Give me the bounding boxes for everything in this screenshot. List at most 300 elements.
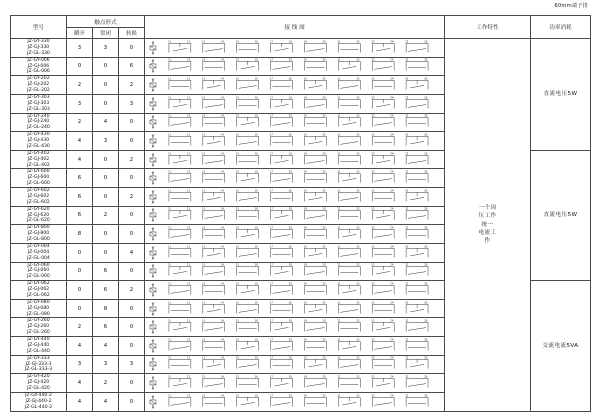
contact-count-3: 0	[119, 132, 145, 151]
svg-text:14: 14	[220, 40, 225, 44]
svg-text:25: 25	[405, 226, 409, 230]
header-sub-transfer: 转换	[119, 28, 145, 39]
header-power: 功率消耗	[531, 16, 591, 39]
svg-text:18: 18	[288, 375, 292, 379]
svg-text:25: 25	[405, 263, 409, 267]
model-name: JZ-GJ-440	[27, 342, 50, 348]
svg-text:22: 22	[356, 114, 360, 118]
model-name: JZ-GJ-600	[27, 175, 50, 181]
svg-text:19: 19	[303, 319, 307, 323]
svg-text:24: 24	[390, 77, 394, 81]
svg-text:20: 20	[322, 263, 326, 267]
svg-text:13: 13	[201, 170, 206, 174]
svg-text:12: 12	[186, 319, 191, 323]
contact-count-3: 0	[119, 318, 145, 337]
svg-text:25: 25	[405, 133, 409, 137]
svg-text:20: 20	[322, 282, 326, 286]
svg-text:17: 17	[269, 133, 273, 137]
contact-count-2: 0	[93, 94, 119, 113]
contact-count-2: 2	[93, 206, 119, 225]
model-name: JZ-GL-260	[27, 330, 50, 336]
model-name: JZ-GY-240	[27, 113, 50, 119]
svg-text:24: 24	[390, 40, 394, 44]
svg-text:17: 17	[269, 394, 273, 398]
contact-count-1: 2	[67, 76, 93, 95]
svg-text:13: 13	[201, 96, 206, 100]
contact-count-3: 0	[119, 299, 145, 318]
svg-text:24: 24	[390, 96, 394, 100]
header-sub-closed: 常闭	[93, 28, 119, 39]
svg-text:18: 18	[288, 114, 292, 118]
svg-text:21: 21	[337, 40, 341, 44]
wiring-diagram	[145, 243, 445, 262]
svg-text:12: 12	[186, 40, 191, 44]
svg-text:11: 11	[167, 96, 172, 100]
svg-text:26: 26	[424, 338, 428, 342]
svg-text:16: 16	[254, 226, 258, 230]
svg-text:23: 23	[371, 208, 375, 212]
contact-count-1: 0	[67, 243, 93, 262]
svg-text:24: 24	[390, 189, 394, 193]
svg-text:25: 25	[405, 319, 409, 323]
header-model: 型号	[11, 16, 67, 39]
svg-text:16: 16	[254, 96, 258, 100]
wiring-diagram	[145, 150, 445, 169]
svg-text:21: 21	[337, 170, 341, 174]
model-cell	[11, 188, 67, 207]
svg-text:16: 16	[254, 282, 258, 286]
svg-text:14: 14	[220, 263, 225, 267]
svg-text:20: 20	[322, 114, 326, 118]
svg-text:18: 18	[288, 301, 292, 305]
svg-text:19: 19	[303, 263, 307, 267]
svg-text:21: 21	[337, 133, 341, 137]
svg-text:13: 13	[201, 319, 206, 323]
svg-text:22: 22	[356, 263, 360, 267]
svg-text:24: 24	[390, 319, 394, 323]
model-name: JZ-GL-303	[27, 106, 50, 112]
model-name: JZ-GL-006	[27, 69, 50, 75]
svg-text:23: 23	[371, 189, 375, 193]
svg-text:12: 12	[186, 263, 191, 267]
svg-text:19: 19	[303, 152, 307, 156]
svg-text:23: 23	[371, 319, 375, 323]
contact-count-2: 0	[93, 243, 119, 262]
characteristic-line: 电流工	[478, 229, 497, 236]
model-name: JZ-GY-430	[27, 132, 50, 138]
svg-text:19: 19	[303, 338, 307, 342]
header-characteristic: 工作特性	[445, 16, 531, 39]
svg-text:11: 11	[167, 375, 172, 379]
svg-text:25: 25	[405, 189, 409, 193]
svg-text:26: 26	[424, 59, 428, 63]
svg-text:21: 21	[337, 394, 341, 398]
svg-text:17: 17	[269, 226, 273, 230]
contact-count-1: 8	[67, 225, 93, 244]
model-name: JZ-GY-420	[27, 374, 50, 380]
svg-text:24: 24	[390, 357, 394, 361]
wiring-diagram	[145, 318, 445, 337]
svg-text:16: 16	[254, 40, 258, 44]
svg-text:17: 17	[269, 282, 273, 286]
svg-text:25: 25	[405, 245, 409, 249]
contact-count-1: 4	[67, 392, 93, 411]
svg-text:11: 11	[167, 226, 172, 230]
svg-text:15: 15	[235, 338, 239, 342]
svg-text:11: 11	[167, 152, 172, 156]
wiring-diagram	[145, 132, 445, 151]
svg-text:11: 11	[167, 189, 172, 193]
svg-text:19: 19	[303, 96, 307, 100]
svg-text:17: 17	[269, 357, 273, 361]
svg-text:26: 26	[424, 245, 428, 249]
model-name: JZ-GL-440	[27, 348, 50, 354]
svg-text:26: 26	[424, 375, 428, 379]
svg-text:16: 16	[254, 59, 258, 63]
model-cell	[11, 374, 67, 393]
model-name: JZ-GY-260	[27, 318, 50, 324]
svg-text:11: 11	[167, 263, 172, 267]
model-name: JZ-GL-620	[27, 218, 50, 224]
model-name: JZ-GJ-004	[27, 249, 50, 255]
svg-text:24: 24	[390, 301, 394, 305]
corner-label: 60mm端子排	[554, 3, 588, 9]
svg-text:25: 25	[405, 170, 409, 174]
svg-text:14: 14	[220, 152, 225, 156]
svg-text:19: 19	[303, 133, 307, 137]
svg-text:23: 23	[371, 226, 375, 230]
svg-text:15: 15	[235, 375, 239, 379]
svg-text:12: 12	[186, 189, 191, 193]
model-name: JZ-GJ-800	[27, 231, 50, 237]
svg-text:18: 18	[288, 77, 292, 81]
svg-text:17: 17	[269, 77, 273, 81]
model-name: JZ-GL-060	[27, 274, 50, 280]
svg-text:20: 20	[322, 338, 326, 342]
svg-text:18: 18	[288, 59, 292, 63]
wiring-diagram	[145, 337, 445, 356]
svg-text:12: 12	[186, 77, 191, 81]
svg-text:15: 15	[235, 114, 239, 118]
contact-count-1: 3	[67, 39, 93, 58]
contact-count-1: 0	[67, 262, 93, 281]
svg-text:22: 22	[356, 133, 360, 137]
svg-text:18: 18	[288, 170, 292, 174]
model-cell	[11, 39, 67, 58]
contact-count-1: 4	[67, 150, 93, 169]
svg-text:19: 19	[303, 59, 307, 63]
contact-count-2: 6	[93, 318, 119, 337]
svg-text:23: 23	[371, 170, 375, 174]
contact-count-1: 2	[67, 113, 93, 132]
model-name: JZ-GY-062	[27, 281, 50, 287]
svg-text:11: 11	[167, 245, 172, 249]
svg-text:26: 26	[424, 263, 428, 267]
model-name: JZ-GL-202	[27, 88, 50, 93]
svg-text:23: 23	[371, 96, 375, 100]
svg-text:11: 11	[167, 282, 172, 286]
contact-count-3: 2	[119, 188, 145, 207]
model-name: JZ-GL-333-3	[24, 367, 53, 373]
model-name: JZ-GJ-260	[27, 324, 50, 330]
svg-text:17: 17	[269, 40, 273, 44]
svg-text:12: 12	[186, 208, 191, 212]
wiring-diagram	[145, 392, 445, 411]
svg-text:16: 16	[254, 208, 258, 212]
contact-count-1: 2	[67, 318, 93, 337]
model-name: JZ-GL-440-2	[24, 404, 53, 410]
svg-text:20: 20	[322, 189, 326, 193]
svg-text:24: 24	[390, 245, 394, 249]
svg-text:17: 17	[269, 375, 273, 379]
power-consumption-cell: 直流电压5W	[531, 150, 591, 280]
contact-count-3: 3	[119, 94, 145, 113]
characteristic-line: 一个周	[478, 204, 497, 211]
svg-text:25: 25	[405, 338, 409, 342]
svg-text:26: 26	[424, 40, 428, 44]
svg-text:16: 16	[254, 133, 258, 137]
contact-count-2: 0	[93, 169, 119, 188]
svg-text:15: 15	[235, 170, 239, 174]
contact-count-3: 0	[119, 225, 145, 244]
svg-text:22: 22	[356, 170, 360, 174]
svg-text:14: 14	[220, 96, 225, 100]
contact-count-1: 6	[67, 188, 93, 207]
model-name: JZ-GY-080	[27, 299, 50, 305]
svg-text:23: 23	[371, 394, 375, 398]
svg-text:14: 14	[220, 375, 225, 379]
svg-text:24: 24	[390, 152, 394, 156]
svg-text:15: 15	[235, 301, 239, 305]
contact-count-1: 6	[67, 206, 93, 225]
svg-text:21: 21	[337, 77, 341, 81]
svg-text:22: 22	[356, 282, 360, 286]
svg-text:26: 26	[424, 394, 428, 398]
svg-text:20: 20	[322, 152, 326, 156]
svg-text:24: 24	[390, 338, 394, 342]
svg-text:24: 24	[390, 394, 394, 398]
contact-count-2: 0	[93, 150, 119, 169]
svg-text:22: 22	[356, 208, 360, 212]
svg-text:15: 15	[235, 77, 239, 81]
svg-text:17: 17	[269, 263, 273, 267]
svg-text:14: 14	[220, 59, 225, 63]
svg-text:15: 15	[235, 208, 239, 212]
wiring-diagram	[145, 188, 445, 207]
svg-text:24: 24	[390, 282, 394, 286]
contact-count-1: 6	[67, 169, 93, 188]
svg-text:15: 15	[235, 394, 239, 398]
svg-text:22: 22	[356, 189, 360, 193]
svg-text:20: 20	[322, 319, 326, 323]
svg-text:13: 13	[201, 77, 206, 81]
svg-text:18: 18	[288, 357, 292, 361]
characteristic-line: 压工作	[478, 213, 497, 220]
model-name: JZ-GY-602	[27, 188, 50, 193]
model-name: JZ-GL-800	[27, 237, 50, 242]
contact-count-3: 0	[119, 169, 145, 188]
svg-text:17: 17	[269, 114, 273, 118]
model-cell	[11, 318, 67, 337]
svg-text:25: 25	[405, 301, 409, 305]
svg-text:19: 19	[303, 189, 307, 193]
wiring-diagram	[145, 299, 445, 318]
svg-text:13: 13	[201, 301, 206, 305]
svg-text:16: 16	[254, 357, 258, 361]
svg-text:22: 22	[356, 319, 360, 323]
model-name: JZ-GY-600	[27, 169, 50, 175]
svg-text:16: 16	[254, 319, 258, 323]
svg-text:11: 11	[167, 170, 172, 174]
svg-text:12: 12	[186, 301, 191, 305]
contact-count-2: 6	[93, 262, 119, 281]
svg-text:20: 20	[322, 77, 326, 81]
contact-count-1: 3	[67, 355, 93, 374]
svg-text:19: 19	[303, 226, 307, 230]
svg-text:16: 16	[254, 394, 258, 398]
model-name: JZ-GY-060	[27, 262, 50, 268]
contact-count-2: 3	[93, 39, 119, 58]
contact-count-3: 6	[119, 57, 145, 76]
wiring-diagram	[145, 225, 445, 244]
svg-text:11: 11	[167, 208, 172, 212]
svg-text:17: 17	[269, 59, 273, 63]
svg-text:26: 26	[424, 282, 428, 286]
model-name: JZ-GY-330	[27, 39, 50, 44]
svg-text:12: 12	[186, 375, 191, 379]
power-consumption-cell: 交流电流5VA	[531, 281, 591, 411]
model-name: JZ-GJ-062	[27, 287, 50, 292]
contact-count-3: 0	[119, 392, 145, 411]
svg-text:19: 19	[303, 357, 307, 361]
contact-count-2: 4	[93, 113, 119, 132]
svg-text:20: 20	[322, 133, 326, 137]
svg-text:12: 12	[186, 133, 191, 137]
svg-text:12: 12	[186, 394, 191, 398]
svg-text:21: 21	[337, 189, 341, 193]
model-name: JZ-GL-430	[27, 143, 50, 149]
svg-text:21: 21	[337, 282, 341, 286]
svg-text:11: 11	[167, 77, 172, 81]
model-name: JZ-GJ-420	[27, 380, 50, 386]
svg-text:14: 14	[220, 319, 225, 323]
svg-text:21: 21	[337, 338, 341, 342]
svg-text:23: 23	[371, 338, 375, 342]
svg-text:23: 23	[371, 114, 375, 118]
svg-text:17: 17	[269, 152, 273, 156]
svg-text:17: 17	[269, 301, 273, 305]
svg-text:20: 20	[322, 40, 326, 44]
svg-text:13: 13	[201, 357, 206, 361]
svg-text:16: 16	[254, 375, 258, 379]
svg-text:12: 12	[186, 226, 191, 230]
contact-count-2: 4	[93, 392, 119, 411]
svg-text:19: 19	[303, 77, 307, 81]
svg-text:21: 21	[337, 319, 341, 323]
model-name: JZ-GL-080	[27, 311, 50, 317]
svg-text:14: 14	[220, 394, 225, 398]
svg-text:17: 17	[269, 189, 273, 193]
svg-text:16: 16	[254, 170, 258, 174]
svg-text:14: 14	[220, 170, 225, 174]
model-name: JZ-GL-240	[27, 125, 50, 131]
svg-text:19: 19	[303, 208, 307, 212]
table-row	[11, 39, 591, 58]
wiring-diagram	[145, 262, 445, 281]
svg-text:11: 11	[167, 357, 172, 361]
svg-text:23: 23	[371, 245, 375, 249]
svg-text:26: 26	[424, 226, 428, 230]
wiring-diagram	[145, 113, 445, 132]
model-cell	[11, 132, 67, 151]
svg-text:17: 17	[269, 208, 273, 212]
svg-text:20: 20	[322, 59, 326, 63]
svg-text:25: 25	[405, 394, 409, 398]
wiring-diagram	[145, 206, 445, 225]
model-cell	[11, 76, 67, 95]
svg-text:13: 13	[201, 133, 206, 137]
svg-text:22: 22	[356, 152, 360, 156]
contact-count-2: 3	[93, 132, 119, 151]
contact-count-3: 2	[119, 76, 145, 95]
svg-text:25: 25	[405, 40, 409, 44]
svg-text:18: 18	[288, 394, 292, 398]
model-name: JZ-GL-062	[27, 292, 50, 298]
svg-text:20: 20	[322, 357, 326, 361]
contact-count-3: 0	[119, 374, 145, 393]
model-name: JZ-GJ-080	[27, 305, 50, 311]
svg-text:13: 13	[201, 338, 206, 342]
contact-count-3: 0	[119, 206, 145, 225]
model-name: JZ-GJ-440-2	[25, 398, 52, 404]
model-name: JZ-GJ-202	[27, 82, 50, 88]
svg-text:25: 25	[405, 59, 409, 63]
svg-text:20: 20	[322, 245, 326, 249]
svg-text:26: 26	[424, 301, 428, 305]
svg-text:18: 18	[288, 319, 292, 323]
svg-text:22: 22	[356, 96, 360, 100]
svg-text:26: 26	[424, 170, 428, 174]
svg-text:19: 19	[303, 170, 307, 174]
svg-text:15: 15	[235, 226, 239, 230]
svg-text:22: 22	[356, 394, 360, 398]
svg-text:25: 25	[405, 208, 409, 212]
svg-text:22: 22	[356, 375, 360, 379]
svg-text:18: 18	[288, 96, 292, 100]
svg-text:14: 14	[220, 226, 225, 230]
svg-text:25: 25	[405, 152, 409, 156]
svg-text:24: 24	[390, 133, 394, 137]
svg-text:11: 11	[167, 394, 172, 398]
svg-text:18: 18	[288, 282, 292, 286]
wiring-diagram	[145, 39, 445, 58]
svg-text:15: 15	[235, 96, 239, 100]
svg-text:15: 15	[235, 133, 239, 137]
svg-text:12: 12	[186, 59, 191, 63]
svg-text:24: 24	[390, 59, 394, 63]
svg-text:22: 22	[356, 301, 360, 305]
model-cell	[11, 113, 67, 132]
svg-text:19: 19	[303, 282, 307, 286]
svg-text:26: 26	[424, 152, 428, 156]
svg-text:19: 19	[303, 375, 307, 379]
model-cell	[11, 150, 67, 169]
svg-text:16: 16	[254, 263, 258, 267]
svg-text:23: 23	[371, 375, 375, 379]
svg-text:14: 14	[220, 189, 225, 193]
model-cell	[11, 355, 67, 374]
contact-count-3: 0	[119, 337, 145, 356]
